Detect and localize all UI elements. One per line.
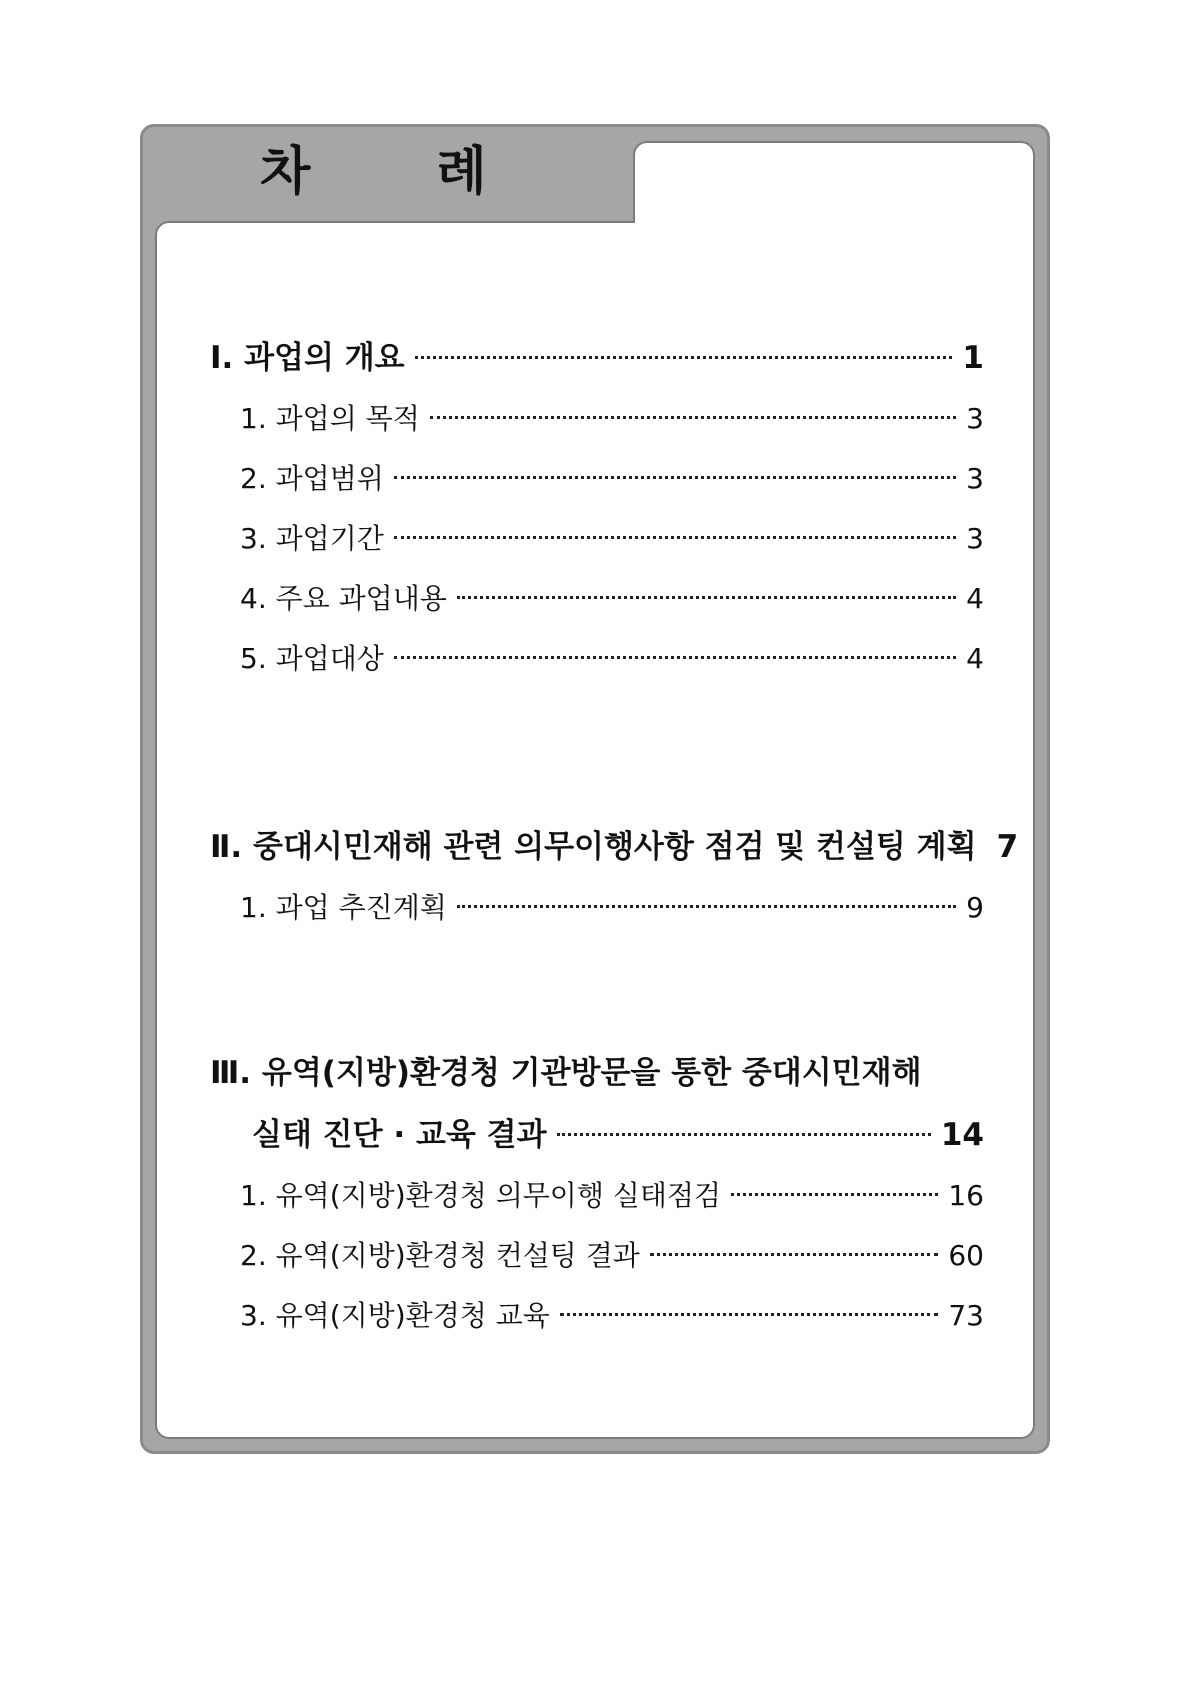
chapter-title: 과업의 개요 <box>244 340 405 376</box>
section-title: 1. 과업 추진계획 <box>240 891 447 924</box>
dot-leader <box>430 416 956 419</box>
dot-leader <box>650 1253 939 1256</box>
toc-panel-join <box>635 217 1033 247</box>
section-title: 3. 과업기간 <box>240 522 384 555</box>
toc-chapter-3[interactable] <box>210 1055 984 1091</box>
page-number: 1 <box>962 340 984 376</box>
toc-chapter-1-label <box>210 340 405 376</box>
toc-section-3-3[interactable] <box>240 1298 984 1334</box>
page-number: 14 <box>940 1117 984 1153</box>
page-number: 4 <box>966 642 984 675</box>
toc-chapter-2-label <box>210 829 977 865</box>
toc-section-2-1[interactable] <box>240 890 984 926</box>
toc-chapter-1[interactable] <box>210 340 984 376</box>
page-number: 9 <box>966 891 984 924</box>
toc-section-1-4[interactable] <box>240 581 984 617</box>
dot-leader <box>731 1193 938 1196</box>
toc-section-1-2[interactable] <box>240 461 984 497</box>
chapter-title: 중대시민재해 관련 의무이행사항 점검 및 컨설팅 계획 <box>253 829 977 865</box>
toc-section-1-1[interactable] <box>240 401 984 437</box>
dot-leader <box>557 1133 931 1136</box>
section-title: 1. 과업의 목적 <box>240 402 420 435</box>
section-title: 5. 과업대상 <box>240 642 384 675</box>
dot-leader <box>394 536 956 539</box>
page-number: 60 <box>948 1239 984 1272</box>
chapter-number: Ⅱ. <box>210 829 243 865</box>
chapter-number: Ⅰ. <box>210 340 234 376</box>
page-number: 3 <box>966 462 984 495</box>
dot-leader <box>415 356 953 359</box>
toc-section-3-2[interactable] <box>240 1238 984 1274</box>
toc-chapter-3-label <box>210 1055 922 1091</box>
toc-title: 차 례 <box>260 142 541 202</box>
page-number: 3 <box>966 402 984 435</box>
section-title: 1. 유역(지방)환경청 의무이행 실태점검 <box>240 1179 721 1212</box>
chapter-title: 유역(지방)환경청 기관방문을 통한 중대시민재해 <box>261 1055 922 1091</box>
section-title: 2. 과업범위 <box>240 462 384 495</box>
toc-chapter-3-line2[interactable] <box>252 1117 984 1153</box>
page-number: 16 <box>948 1179 984 1212</box>
dot-leader <box>394 476 956 479</box>
dot-leader <box>457 905 956 908</box>
chapter-number: Ⅲ. <box>210 1055 252 1091</box>
page-number: 3 <box>966 522 984 555</box>
dot-leader <box>394 656 956 659</box>
chapter-title-line2: 실태 진단 · 교육 결과 <box>252 1117 547 1153</box>
toc-section-3-1[interactable] <box>240 1178 984 1214</box>
section-title: 2. 유역(지방)환경청 컨설팅 결과 <box>240 1239 640 1272</box>
page-number: 4 <box>966 582 984 615</box>
dot-leader <box>457 596 956 599</box>
toc-chapter-2[interactable] <box>210 829 1019 865</box>
dot-leader <box>560 1313 939 1316</box>
page-number: 7 <box>996 829 1019 865</box>
toc-section-1-5[interactable] <box>240 641 984 677</box>
toc-section-1-3[interactable] <box>240 521 984 557</box>
section-title: 4. 주요 과업내용 <box>240 582 447 615</box>
page-number: 73 <box>948 1299 984 1332</box>
section-title: 3. 유역(지방)환경청 교육 <box>240 1299 550 1332</box>
